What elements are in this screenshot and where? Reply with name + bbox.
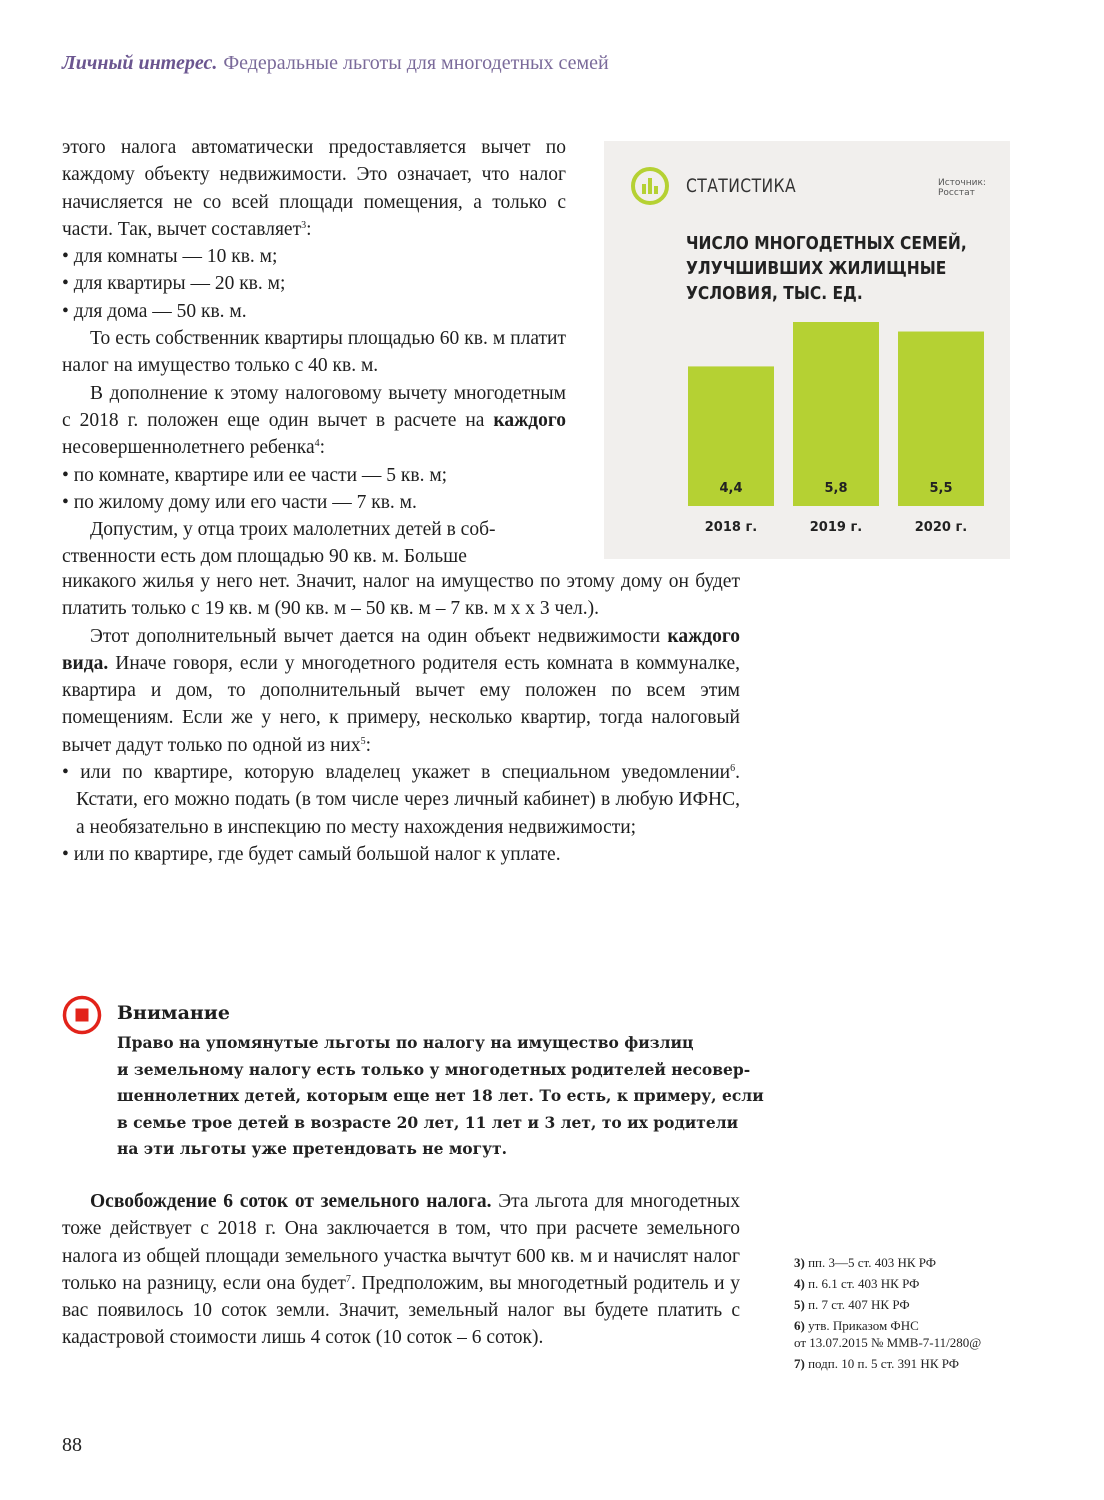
paragraph: Этот дополнительный вычет дается на один объект недвижимости каждого вида. Иначе говоря, если у многодетного родителя есть комната в коммуналке, квартира и дом, то дополнительный вычет ему положен по всем этим помещениям. Если же у него, к примеру, несколько квартир, тогда налоговый вычет дадут только по одной из них$^5$: — [62, 625, 740, 756]
page-number: 88 — [62, 1434, 82, 1456]
statistics-label: СТАТИСТИКА — [686, 175, 797, 197]
paragraph-line: Допустим, у отца троих малолетних детей в соб- — [90, 519, 496, 541]
stop-square-icon — [62, 995, 102, 1035]
chart-category-label: 2018 г. — [704, 520, 758, 535]
attention-line: и земельному налогу есть только у многодетных родителей несовер- — [117, 1059, 751, 1079]
footnote: 6) утв. Приказом ФНС от 13.07.2015 № ММВ-7-11/280@ — [794, 1318, 982, 1350]
land-tax-section — [62, 1188, 740, 1352]
attention-line: Право на упомянутые льготы по налогу на имущество физлиц — [117, 1033, 694, 1052]
chart-bar — [793, 322, 879, 506]
footnote-ref: 6 — [730, 763, 736, 775]
paragraph: этого налога автоматически предоставляется вычет по каждому объекту недвижимости. Это означает, что налог начисляется не со всей площади помещения, а только с части. Так, вычет составляет$^3$: — [62, 137, 566, 240]
footnote-ref: 7 — [345, 1273, 351, 1285]
wide-text-column — [62, 568, 740, 868]
chart-bar — [898, 332, 984, 506]
statistics-source: Источник: Росстат — [938, 178, 986, 198]
list-item: • или по квартире, где будет самый большой налог к уплате. — [62, 843, 561, 865]
list-item: • для дома — 50 кв. м. — [62, 300, 247, 322]
paragraph: В дополнение к этому налоговому вычету многодетным с 2018 г. положен еще один вычет в расчете на каждого несовершеннолетнего ребенка$^4$: — [62, 382, 566, 459]
chart-value-label: 5,8 — [824, 481, 848, 496]
narrow-text-column — [62, 134, 566, 571]
chart-category-label: 2019 г. — [809, 520, 863, 535]
header-section: Личный интерес. — [62, 52, 218, 74]
statistics-box — [604, 141, 1010, 559]
bar-chart — [604, 141, 1010, 559]
section-lead: Освобождение 6 соток от земельного налога. — [90, 1191, 492, 1212]
attention-title: Внимание — [117, 1002, 230, 1024]
attention-line: на эти льготы уже претендовать не могут. — [117, 1139, 508, 1158]
paragraph: То есть собственник квартиры площадью 60 кв. м платит налог на имущество только с 40 кв. м. — [62, 328, 566, 377]
list-item: • для комнаты — 10 кв. м; — [62, 246, 278, 268]
list-item: • по жилому дому или его части — 7 кв. м. — [62, 491, 417, 513]
attention-body — [117, 1030, 764, 1163]
chart-category-label: 2020 г. — [914, 520, 968, 535]
running-header — [62, 52, 609, 75]
footnote: 5) п. 7 ст. 407 НК РФ — [794, 1297, 910, 1312]
paragraph-line: ственности есть дом площадью 90 кв. м. Больше — [62, 546, 467, 568]
chart-value-label: 4,4 — [719, 481, 743, 496]
list-item: • по комнате, квартире или ее части — 5 кв. м; — [62, 464, 448, 486]
list-item: • для квартиры — 20 кв. м; — [62, 273, 286, 295]
paragraph: никакого жилья у него нет. Значит, налог на имущество по этому дому он будет платить только с 19 кв. м (90 кв. м – 50 кв. м – 7 кв. м х х 3 чел.). — [62, 571, 740, 620]
chart-title: ЧИСЛО МНОГОДЕТНЫХ СЕМЕЙ, УЛУЧШИВШИХ ЖИЛИЩНЫЕ УСЛОВИЯ, ТЫС. ЕД. — [686, 233, 967, 304]
footnote: 3) пп. 3—5 ст. 403 НК РФ — [794, 1255, 937, 1270]
attention-line: шеннолетних детей, которым еще нет 18 лет. То есть, к примеру, если — [117, 1086, 764, 1105]
attention-line: в семье трое детей в возрасте 20 лет, 11 лет и 3 лет, то их родители — [117, 1112, 739, 1132]
footnote: 4) п. 6.1 ст. 403 НК РФ — [794, 1276, 920, 1291]
footnote-ref: 5 — [360, 735, 366, 747]
footnote-ref: 4 — [314, 438, 320, 450]
footnotes — [794, 1254, 1034, 1376]
footnote: 7) подп. 10 п. 5 ст. 391 НК РФ — [794, 1356, 960, 1371]
paragraph: Освобождение 6 соток от земельного налога. Эта льгота для многодетных тоже действует с 2018 г. Она заключается в том, что при расчете земельного налога из общей площади земельного участка вычтут 600 кв. м и начислят налог только на разницу, если она будет$^7$. Предположим, вы многодетный родитель и у вас появилось 10 соток земли. Значит, земельный налог вы будете платить с кадастровой стоимости лишь 4 соток (10 соток – 6 соток). — [62, 1191, 740, 1349]
header-title: Федеральные льготы для многодетных семей — [223, 52, 609, 74]
chart-value-label: 5,5 — [929, 481, 953, 496]
footnote-ref: 3 — [301, 219, 307, 231]
list-item: • или по квартире, которую владелец укажет в специальном уведомлении$^6$. Кстати, его можно подать (в том числе через личный кабинет) в любую ИФНС, а необязательно в инспекцию по месту нахождения недвижимости; — [62, 762, 740, 838]
